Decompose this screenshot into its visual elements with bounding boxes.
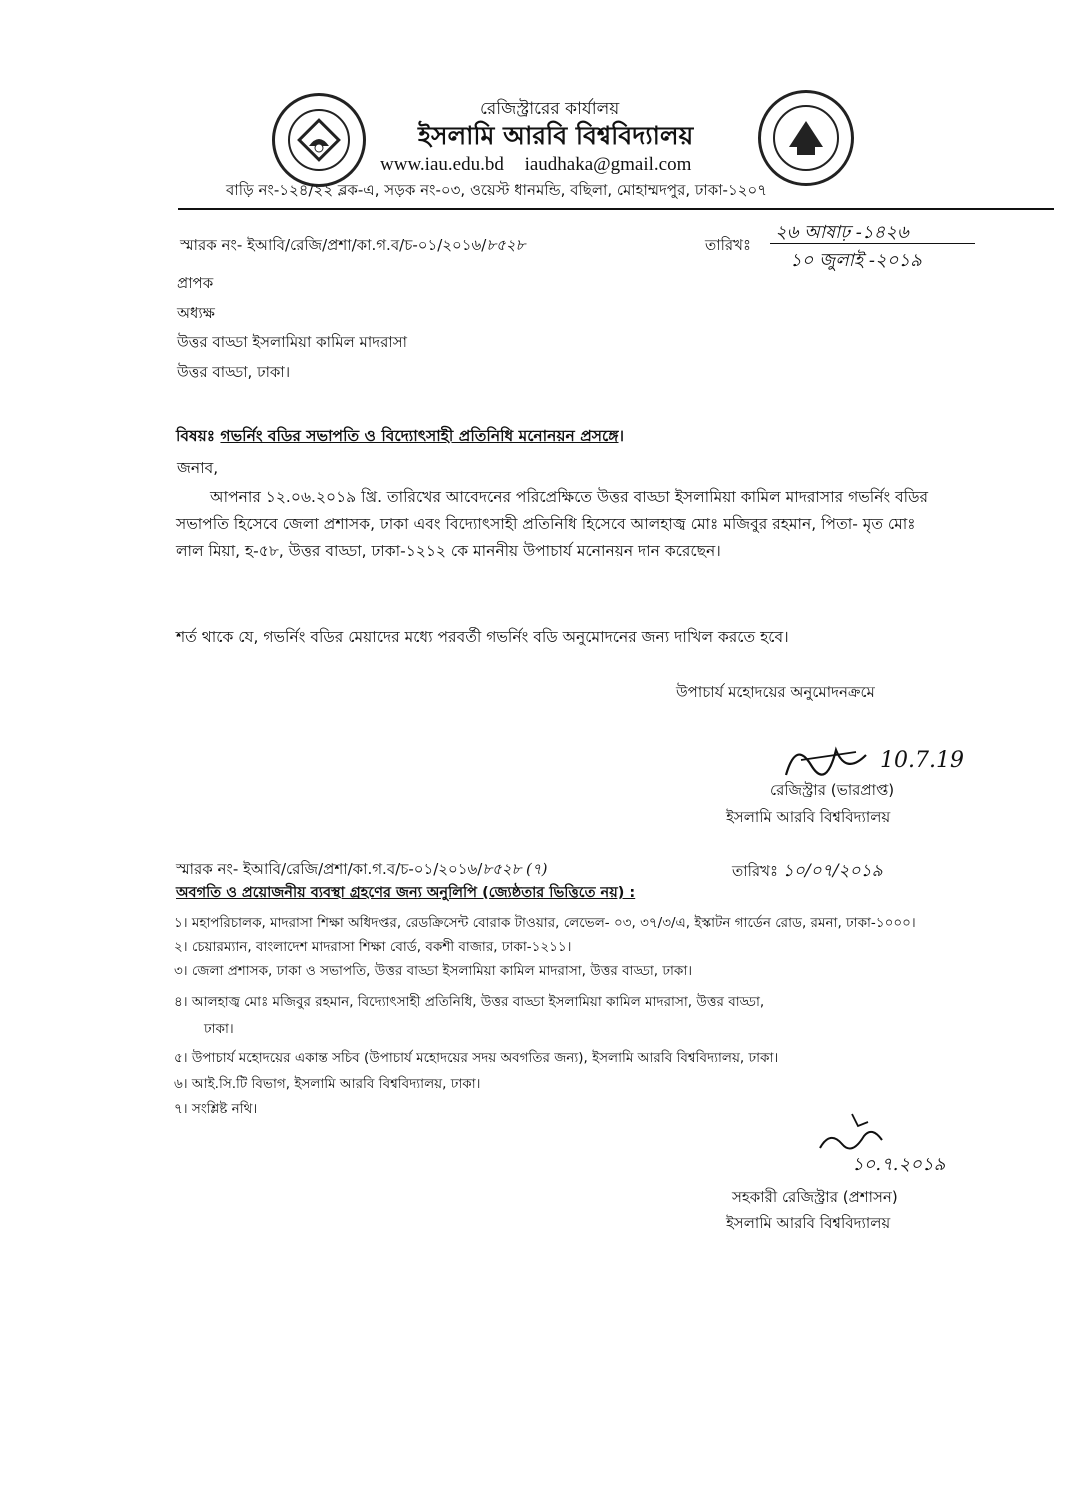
contact-line	[380, 154, 691, 176]
subject-label: বিষয়ঃ	[176, 427, 216, 445]
website-link[interactable]: www.iau.edu.bd	[380, 154, 504, 175]
date-handwritten-2: ১০ জুলাই -২০১৯	[790, 250, 922, 271]
copies-title: অবগতি ও প্রয়োজনীয় ব্যবস্থা গ্রহণের জন্য অনুলিপি (জ্যেষ্ঠতার ভিত্তিতে নয়) :	[176, 885, 636, 901]
signature-1-org: ইসলামি আরবি বিশ্ববিদ্যালয়	[726, 808, 891, 826]
university-logo-right	[758, 90, 854, 186]
memo2-label: স্মারক নং- ইআবি/রেজি/প্রশা/কা.গ.ব/চ-০১/২০১৬/	[176, 860, 483, 878]
signature-1-designation: রেজিস্ট্রার (ভারপ্রাপ্ত)	[770, 781, 895, 799]
copy-item: ২। চেয়ারম্যান, বাংলাদেশ মাদরাসা শিক্ষা বোর্ড, বকশী বাজার, ঢাকা-১২১১।	[174, 939, 572, 955]
copy-item: ৭। সংশ্লিষ্ট নথি।	[174, 1101, 258, 1117]
memo2-date-label: তারিখঃ	[732, 862, 778, 880]
subject-line	[176, 424, 624, 450]
approval-note: উপাচার্য মহোদয়ের অনুমোদনক্রমে	[676, 683, 875, 701]
copy-item: ৩। জেলা প্রশাসক, ঢাকা ও সভাপতি, উত্তর বাড্ডা ইসলামিয়া কামিল মাদরাসা, উত্তর বাড্ডা, ঢাকা।	[174, 963, 693, 979]
recipient-org: উত্তর বাড্ডা ইসলামিয়া কামিল মাদরাসা	[177, 333, 407, 351]
date-label: তারিখঃ	[705, 236, 751, 254]
memo2-date	[732, 858, 883, 886]
memo2-number-handwritten: ৮৫২৮ (৭)	[482, 860, 548, 878]
office-name: রেজিস্ট্রারের কার্যালয়	[480, 99, 620, 119]
copy-item: ৪। আলহাজ্ব মোঃ মজিবুর রহমান, বিদ্যোৎসাহী প্রতিনিধি, উত্তর বাড্ডা ইসলামিয়া কামিল মাদরাসা, উত্তর বাড্ডা,	[174, 994, 765, 1010]
copy-item-continuation: ঢাকা।	[204, 1021, 234, 1037]
memo2-date-handwritten: ১০/০৭/২০১৯	[782, 861, 883, 881]
signature-1-date: 10.7.19	[880, 748, 964, 773]
signature-2-org: ইসলামি আরবি বিশ্ববিদ্যালয়	[726, 1214, 891, 1232]
body-paragraph-2: শর্ত থাকে যে, গভর্নিং বডির মেয়াদের মধ্যে পরবর্তী গভর্নিং বডি অনুমোদনের জন্য দাখিল করতে হবে।	[176, 628, 789, 646]
memo2-line	[176, 858, 548, 883]
university-logo-left	[272, 93, 366, 187]
subject-end: ।	[618, 427, 625, 445]
recipient-title: অধ্যক্ষ	[177, 304, 215, 322]
university-name: ইসলামি আরবি বিশ্ববিদ্যালয়	[418, 121, 694, 150]
date-handwritten-1: ২৬ আষাঢ় -১৪২৬	[775, 222, 909, 243]
copy-item: ৫। উপাচার্য মহোদয়ের একান্ত সচিব (উপাচার্য মহোদয়ের সদয় অবগতির জন্য), ইসলামি আরবি বিশ্ববিদ্যালয়, ঢাকা।	[174, 1050, 779, 1066]
recipient-place: উত্তর বাড্ডা, ঢাকা।	[177, 363, 291, 381]
memo-line	[180, 234, 525, 259]
subject-text: গভর্নিং বডির সভাপতি ও বিদ্যোৎসাহী প্রতিনিধি মনোনয়ন প্রসঙ্গে	[220, 427, 619, 445]
body-paragraph-1: আপনার ১২.০৬.২০১৯ খ্রি. তারিখের আবেদনের পরিপ্রেক্ষিতে উত্তর বাড্ডা ইসলামিয়া কামিল মাদরাসার গভর্নিং বডির সভাপতি হিসেবে জেলা প্রশাসক, ঢাকা এবং বিদ্যোৎসাহী প্রতিনিধি হিসেবে আলহাজ্ব মোঃ মজিবুর রহমান, পিতা- মৃত মোঃ লাল মিয়া, হ-৫৮, উত্তর বাড্ডা, ঢাকা-১২১২ কে মাননীয় উপাচার্য মনোনয়ন দান করেছেন।	[176, 488, 929, 560]
signature-2-date: ১০.৭.২০১৯	[852, 1154, 946, 1175]
memo-number-handwritten: ৮৫২৮	[486, 236, 526, 254]
address-line: বাড়ি নং-১২৪/২২ ব্লক-এ, সড়ক নং-০৩, ওয়েস্ট ধানমন্ডি, বছিলা, মোহাম্মদপুর, ঢাকা-১২০৭	[226, 181, 767, 199]
header-rule	[178, 208, 1054, 210]
email-link[interactable]: iaudhaka@gmail.com	[524, 154, 692, 175]
memo-label: স্মারক নং- ইআবি/রেজি/প্রশা/কা.গ.ব/চ-০১/২০১৬/	[180, 236, 487, 254]
date-divider	[770, 243, 975, 244]
signature-2-designation: সহকারী রেজিস্ট্রার (প্রশাসন)	[732, 1188, 898, 1206]
copy-item: ৬। আই.সি.টি বিভাগ, ইসলামি আরবি বিশ্ববিদ্যালয়, ঢাকা।	[174, 1076, 481, 1092]
copy-item: ১। মহাপরিচালক, মাদরাসা শিক্ষা অধিদপ্তর, রেডক্রিসেন্ট বোরাক টাওয়ার, লেভেল- ০৩, ৩৭/৩/এ, ইস্কাটন গার্ডেন রোড, রমনা, ঢাকা-১০০০।	[174, 915, 916, 931]
logo-right-graphic	[761, 93, 851, 183]
salutation: জনাব,	[177, 459, 219, 477]
recipient-to: প্রাপক	[177, 274, 214, 292]
logo-left-graphic	[275, 96, 363, 184]
